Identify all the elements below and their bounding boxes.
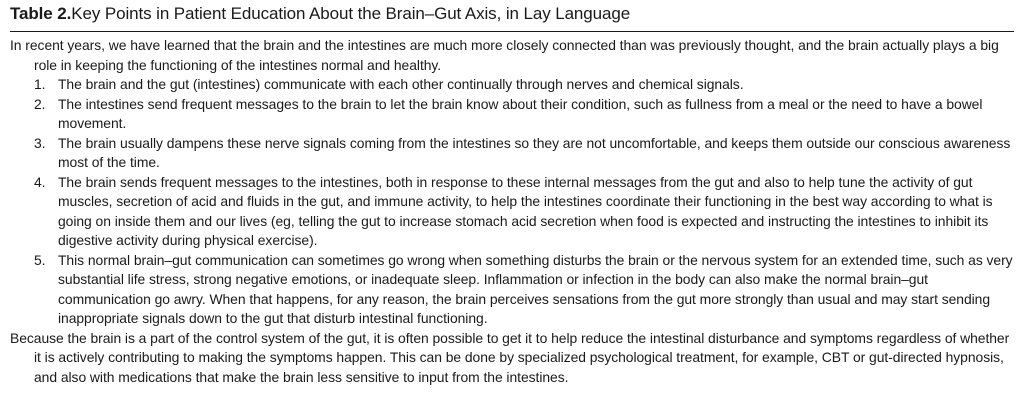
key-point-3 [10, 134, 1014, 173]
key-point-number: 5. [34, 251, 46, 268]
key-point-5 [10, 251, 1014, 329]
key-point-number: 2. [34, 95, 46, 112]
key-point-text: The brain usually dampens these nerve signals coming from the intestines so they are not uncomfortable, and keeps them outside our conscious awareness most of the time. [58, 134, 1011, 170]
closing-paragraph: Because the brain is a part of the control system of the gut, it is often possible to get it to help reduce the intestinal disturbance and symptoms regardless of whether it is actively contributing to making the symptoms happen. This can be done by specialized psychological treatment, for example, CBT or gut-directed hypnosis, and also with medications that make the brain less sensitive to input from the intestines. [10, 329, 1010, 385]
key-point-number: 1. [34, 76, 46, 92]
key-point-2 [10, 95, 1014, 134]
key-point-text: The intestines send frequent messages to the brain to let the brain know about their condition, such as fullness from a meal or the need to have a bowel movement. [58, 95, 983, 131]
table-2 [10, 3, 1014, 387]
key-point-4 [10, 173, 1014, 251]
key-point-text: This normal brain–gut communication can sometimes go wrong when something disturbs the brain or the nervous system for an extended time, such as very substantial life stress, strong negative emotions, or inadequate sleep. Inflammation or infection in the body can also make the normal brain–gut communication go awry. When that happens, for any reason, the brain perceives sensations from the gut more strongly than usual and may start sending inappropriate signals down to the gut that disturb intestinal functioning. [58, 251, 1013, 326]
key-point-number: 3. [34, 134, 46, 151]
table-body [10, 32, 1014, 387]
table-label: Table 2. [10, 4, 72, 23]
key-points-list [10, 75, 1014, 329]
key-point-number: 4. [34, 173, 46, 190]
key-point-1 [10, 75, 1014, 95]
table-caption [10, 3, 1014, 27]
table-title: Key Points in Patient Education About the Brain–Gut Axis, in Lay Language [71, 4, 631, 23]
key-point-text: The brain and the gut (intestines) communicate with each other continually through nerves and chemical signals. [58, 76, 744, 92]
intro-paragraph: In recent years, we have learned that the brain and the intestines are much more closely connected than was previously thought, and the brain actually plays a big role in keeping the functioning of the intestines normal and healthy. [10, 37, 999, 73]
key-point-text: The brain sends frequent messages to the intestines, both in response to these internal messages from the gut and also to help tune the activity of gut muscles, secretion of acid and fluids in the gut, and immune activity, to help the intestines coordinate their functioning in the best way according to what is going on inside them and our lives (eg, telling the gut to increase stomach acid secretion when food is expected and instructing the intestines to inhibit its digestive activity during physical exercise). [58, 173, 993, 248]
